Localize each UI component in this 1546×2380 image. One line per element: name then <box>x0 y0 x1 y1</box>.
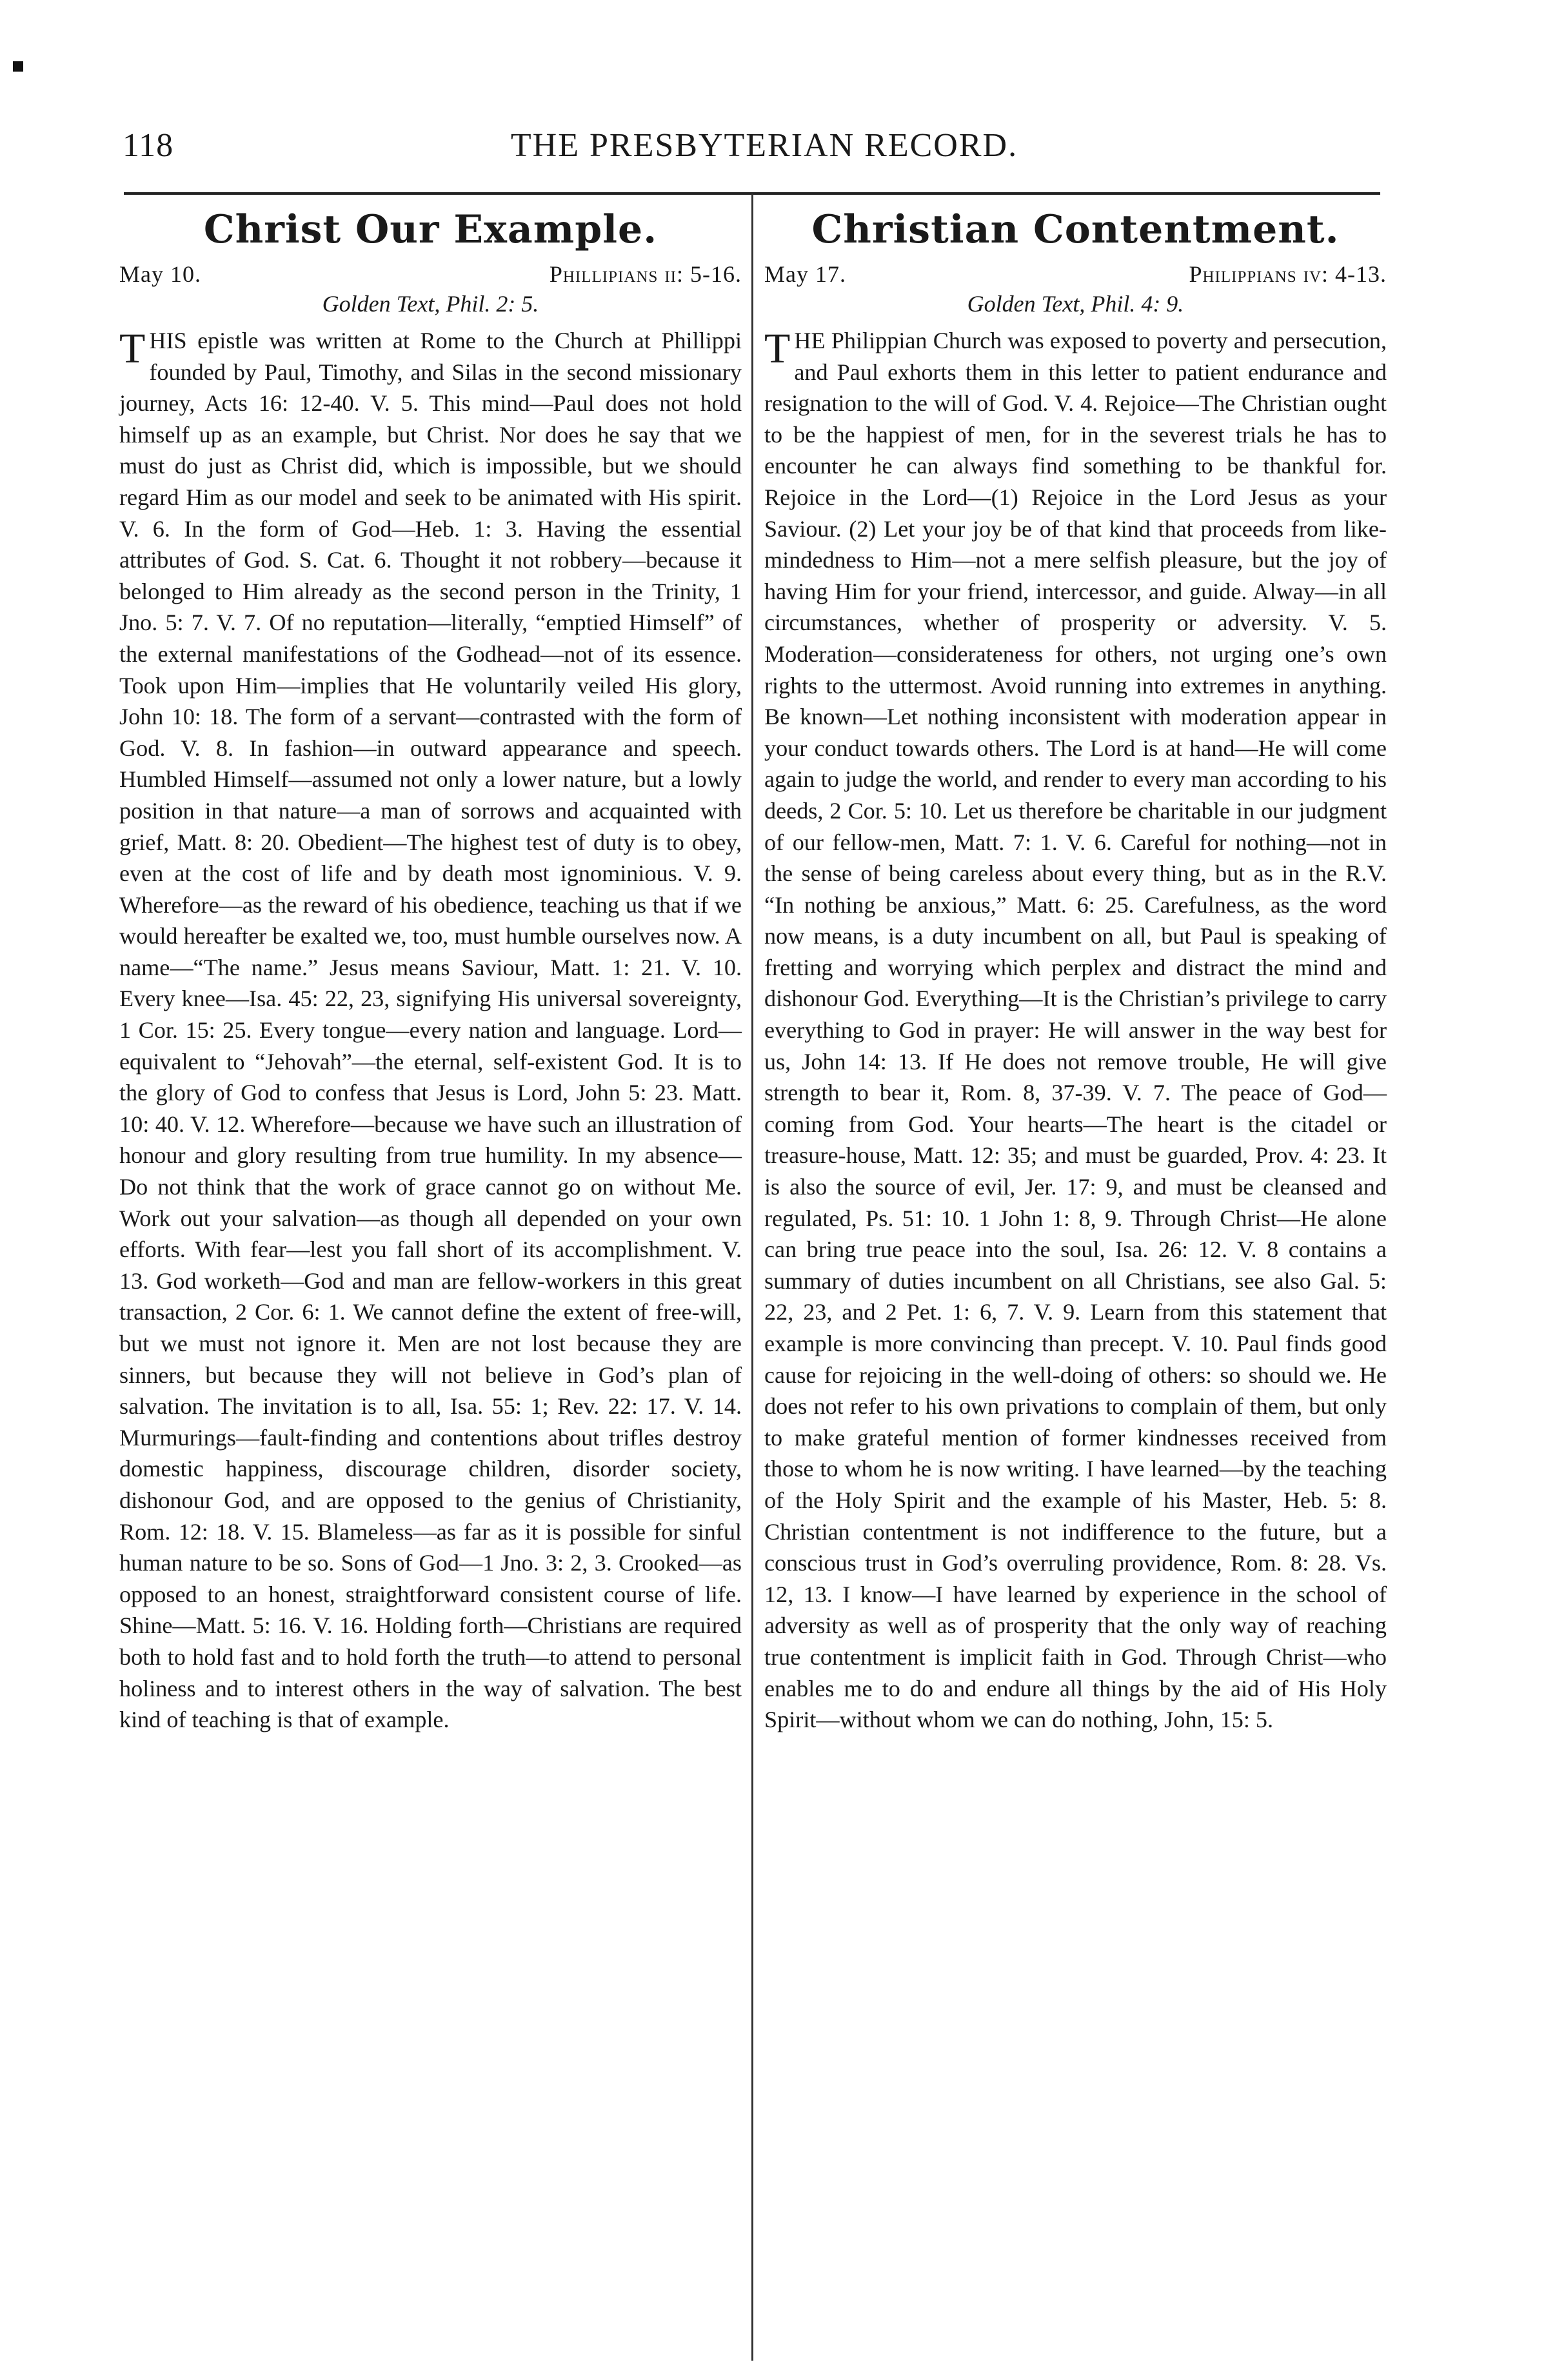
lesson-column-right <box>764 204 1387 1736</box>
ink-speck <box>13 61 23 72</box>
lesson-meta <box>764 259 1387 289</box>
lesson-body-text: HIS epistle was written at Rome to the Church at Phillippi founded by Paul, Timothy, and Silas in the second missionary journey, Acts 16: 12-40. V. 5. This mind—Paul does not hold himself up as an example, but Christ. Nor does he say that we must do just as Christ did, which is impossible, but we should regard Him as our model and seek to be animated with His spirit. V. 6. In the form of God—Heb. 1: 3. Having the essential attributes of God. S. Cat. 6. Thought it not robbery—because it belonged to Him already as the second person in the Trinity, 1 Jno. 5: 7. V. 7. Of no reputation—literally, “emptied Himself” of the external manifestations of the Godhead—not of its essence. Took upon Him—implies that He voluntarily veiled His glory, John 10: 18. The form of a servant—contrasted with the form of God. V. 8. In fashion—in outward appearance and speech. Humbled Himself—assumed not only a lower nature, but a lowly position in that nature—a man of sorrows and acquainted with grief, Matt. 8: 20. Obedient—The highest test of duty is to obey, even at the cost of life and by death most ignominious. V. 9. Wherefore—as the reward of his obedience, teaching us that if we would hereafter be exalted we, too, must humble ourselves now. A name—“The name.” Jesus means Saviour, Matt. 1: 21. V. 10. Every knee—Isa. 45: 22, 23, signifying His universal sovereignty, 1 Cor. 15: 25. Every tongue—every nation and language. Lord—equivalent to “Jehovah”—the eternal, self-existent God. It is to the glory of God to confess that Jesus is Lord, John 5: 23. Matt. 10: 40. V. 12. Wherefore—because we have such an illustration of honour and glory resulting from true humility. In my absence—Do not think that the work of grace cannot go on without Me. Work out your salvation—as though all depended on your own efforts. With fear—lest you fall short of its accomplishment. V. 13. God worketh—God and man are fellow-workers in this great transaction, 2 Cor. 6: 1. We cannot define the extent of free-will, but we must not ignore it. Men are not lost because they are sinners, but because they will not believe in God’s plan of salvation. The invitation is to all, Isa. 55: 1; Rev. 22: 17. V. 14. Murmurings—fault-finding and contentions about trifles destroy domestic happiness, discourage children, disorder society, dishonour God, and are opposed to the genius of Christianity, Rom. 12: 18. V. 15. Blameless—as far as it is possible for sinful human nature to be so. Sons of God—1 Jno. 3: 2, 3. Crooked—as opposed to an honest, straightforward consistent course of life. Shine—Matt. 5: 16. V. 16. Holding forth—Christians are required both to hold fast and to hold forth the truth—to attend to personal holiness and to interest others in the way of salvation. The best kind of teaching is that of example. <box>119 328 742 1733</box>
lesson-date: May 17. <box>764 261 846 287</box>
lesson-column-left <box>119 204 742 1736</box>
scripture-reference: Philippians iv: 4-13. <box>1189 261 1387 287</box>
lesson-title: Christ Our Example. <box>203 207 658 252</box>
lesson-date: May 10. <box>119 261 201 287</box>
running-title: THE PRESBYTERIAN RECORD. <box>510 127 1018 164</box>
golden-text: Golden Text, Phil. 4: 9. <box>967 291 1184 317</box>
lesson-body <box>119 325 742 1736</box>
golden-text: Golden Text, Phil. 2: 5. <box>322 291 539 317</box>
lesson-title: Christian Contentment. <box>811 207 1340 252</box>
column-divider <box>751 193 753 2361</box>
page-number: 118 <box>123 127 174 164</box>
lesson-meta <box>119 259 742 289</box>
scripture-reference: Phillipians ii: 5-16. <box>549 261 742 287</box>
page-header <box>123 126 1406 178</box>
lesson-body-text: HE Philippian Church was exposed to poverty and persecution, and Paul exhorts them in this letter to patient endurance and resignation to the will of God. V. 4. Rejoice—The Christian ought to be the happiest of men, for in the severest trials he has to encounter he can always find something to be thankful for. Rejoice in the Lord—(1) Rejoice in the Lord Jesus as your Saviour. (2) Let your joy be of that kind that proceeds from like-mindedness to Him—not a mere selfish pleasure, but the joy of having Him for your friend, intercessor, and guide. Alway—in all circumstances, whether of prosperity or adversity. V. 5. Moderation—considerateness for others, not urging one’s own rights to the uttermost. Avoid running into extremes in anything. Be known—Let nothing inconsistent with moderation appear in your conduct towards others. The Lord is at hand—He will come again to judge the world, and render to every man according to his deeds, 2 Cor. 5: 10. Let us therefore be charitable in our judgment of our fellow-men, Matt. 7: 1. V. 6. Careful for nothing—not in the sense of being careless about every thing, but as in the R.V. “In nothing be anxious,” Matt. 6: 25. Carefulness, as the word now means, is a duty incumbent on all, but Paul is speaking of fretting and worrying which perplex and distract the mind and dishonour God. Everything—It is the Christian’s privilege to carry everything to God in prayer: He will answer in the way best for us, John 14: 13. If He does not remove trouble, He will give strength to bear it, Rom. 8, 37-39. V. 7. The peace of God—coming from God. Your hearts—The heart is the citadel or treasure-house, Matt. 12: 35; and must be guarded, Prov. 4: 23. It is also the source of evil, Jer. 17: 9, and must be cleansed and regulated, Ps. 51: 10. 1 John 1: 8, 9. Through Christ—He alone can bring true peace into the soul, Isa. 26: 12. V. 8 contains a summary of duties incumbent on all Christians, see also Gal. 5: 22, 23, and 2 Pet. 1: 6, 7. V. 9. Learn from this statement that example is more convincing than precept. V. 10. Paul finds good cause for rejoicing in the well-doing of others: so should we. He does not refer to his own privations to complain of them, but only to make grateful mention of former kindnesses received from those to whom he is now writing. I have learned—by the teaching of the Holy Spirit and the example of his Master, Heb. 5: 8. Christian contentment is not indifference to the future, but a conscious trust in God’s overruling providence, Rom. 8: 28. Vs. 12, 13. I know—I have learned by experience in the school of adversity as well as of prosperity that the only way of reaching true contentment is implicit faith in God. Through Christ—who enables me to do and endure all things by the aid of His Holy Spirit—without whom we can do nothing, John, 15: 5. <box>764 328 1387 1733</box>
drop-cap: T <box>764 325 791 372</box>
lesson-body <box>764 325 1387 1736</box>
drop-cap: T <box>119 325 146 372</box>
